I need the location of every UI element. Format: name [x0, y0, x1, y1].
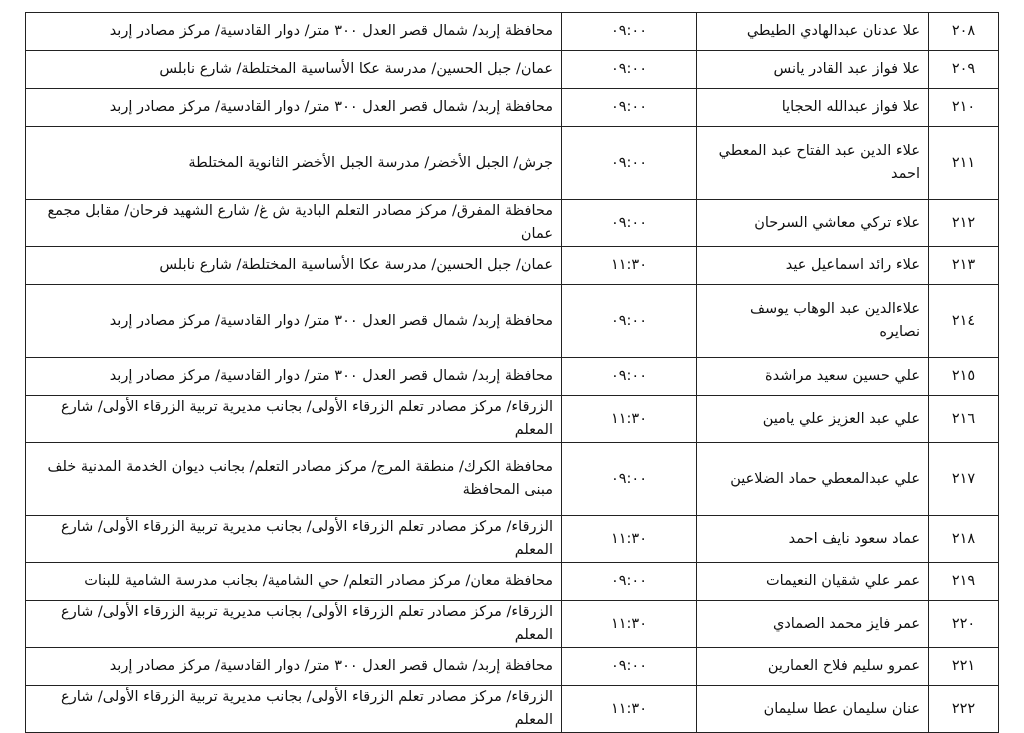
row-number: ٢١١: [929, 127, 999, 200]
exam-time: ٠٩:٠٠: [562, 127, 697, 200]
candidate-name: علاءالدين عبد الوهاب يوسف نصايره: [697, 285, 929, 358]
row-number: ٢١٢: [929, 200, 999, 247]
table-row: [26, 247, 999, 285]
exam-time: ٠٩:٠٠: [562, 200, 697, 247]
exam-location: الزرقاء/ مركز مصادر تعلم الزرقاء الأولى/ بجانب مديرية تربية الزرقاء الأولى/ شارع المعلم: [26, 601, 562, 648]
candidate-name: علا فواز عبد القادر يانس: [697, 51, 929, 89]
exam-location: جرش/ الجبل الأخضر/ مدرسة الجبل الأخضر الثانوية المختلطة: [26, 127, 562, 200]
table-row: [26, 89, 999, 127]
candidate-name: عمر فايز محمد الصمادي: [697, 601, 929, 648]
exam-location: الزرقاء/ مركز مصادر تعلم الزرقاء الأولى/ بجانب مديرية تربية الزرقاء الأولى/ شارع المعلم: [26, 396, 562, 443]
row-number: ٢٢١: [929, 648, 999, 686]
exam-location: عمان/ جبل الحسين/ مدرسة عكا الأساسية المختلطة/ شارع نابلس: [26, 247, 562, 285]
exam-location: محافظة إربد/ شمال قصر العدل ٣٠٠ متر/ دوار القادسية/ مركز مصادر إربد: [26, 13, 562, 51]
exam-time: ٠٩:٠٠: [562, 648, 697, 686]
candidate-name: علاء تركي معاشي السرحان: [697, 200, 929, 247]
row-number: ٢١٣: [929, 247, 999, 285]
exam-time: ٠٩:٠٠: [562, 443, 697, 516]
candidate-name: عماد سعود نايف احمد: [697, 516, 929, 563]
table-row: [26, 200, 999, 247]
candidate-name: علاء رائد اسماعيل عيد: [697, 247, 929, 285]
exam-location: محافظة إربد/ شمال قصر العدل ٣٠٠ متر/ دوار القادسية/ مركز مصادر إربد: [26, 89, 562, 127]
exam-time: ١١:٣٠: [562, 686, 697, 733]
exam-time: ١١:٣٠: [562, 247, 697, 285]
schedule-sheet: [25, 12, 999, 733]
row-number: ٢١٦: [929, 396, 999, 443]
exam-location: عمان/ جبل الحسين/ مدرسة عكا الأساسية المختلطة/ شارع نابلس: [26, 51, 562, 89]
exam-time: ٠٩:٠٠: [562, 285, 697, 358]
row-number: ٢١٩: [929, 563, 999, 601]
exam-location: محافظة إربد/ شمال قصر العدل ٣٠٠ متر/ دوار القادسية/ مركز مصادر إربد: [26, 285, 562, 358]
row-number: ٢٢٠: [929, 601, 999, 648]
exam-time: ٠٩:٠٠: [562, 563, 697, 601]
table-row: [26, 563, 999, 601]
row-number: ٢١٠: [929, 89, 999, 127]
exam-location: محافظة معان/ مركز مصادر التعلم/ حي الشامية/ بجانب مدرسة الشامية للبنات: [26, 563, 562, 601]
exam-location: محافظة إربد/ شمال قصر العدل ٣٠٠ متر/ دوار القادسية/ مركز مصادر إربد: [26, 358, 562, 396]
exam-location: الزرقاء/ مركز مصادر تعلم الزرقاء الأولى/ بجانب مديرية تربية الزرقاء الأولى/ شارع المعلم: [26, 516, 562, 563]
exam-time: ٠٩:٠٠: [562, 89, 697, 127]
table-row: [26, 127, 999, 200]
exam-time: ١١:٣٠: [562, 601, 697, 648]
row-number: ٢٠٩: [929, 51, 999, 89]
table-row: [26, 13, 999, 51]
candidate-name: علي عبدالمعطي حماد الضلاعين: [697, 443, 929, 516]
candidate-name: علا فواز عبدالله الحجايا: [697, 89, 929, 127]
table-row: [26, 285, 999, 358]
row-number: ٢١٥: [929, 358, 999, 396]
table-row: [26, 516, 999, 563]
candidate-name: علي حسين سعيد مراشدة: [697, 358, 929, 396]
exam-time: ١١:٣٠: [562, 396, 697, 443]
candidate-name: عمرو سليم فلاح العمارين: [697, 648, 929, 686]
schedule-body: [26, 13, 999, 733]
table-row: [26, 396, 999, 443]
table-row: [26, 601, 999, 648]
table-row: [26, 686, 999, 733]
table-row: [26, 648, 999, 686]
row-number: ٢٢٢: [929, 686, 999, 733]
row-number: ٢١٧: [929, 443, 999, 516]
row-number: ٢٠٨: [929, 13, 999, 51]
candidate-name: علاء الدين عبد الفتاح عبد المعطي احمد: [697, 127, 929, 200]
exam-location: الزرقاء/ مركز مصادر تعلم الزرقاء الأولى/ بجانب مديرية تربية الزرقاء الأولى/ شارع المعلم: [26, 686, 562, 733]
candidate-name: علا عدنان عبدالهادي الطيطي: [697, 13, 929, 51]
exam-time: ٠٩:٠٠: [562, 51, 697, 89]
table-row: [26, 51, 999, 89]
exam-location: محافظة إربد/ شمال قصر العدل ٣٠٠ متر/ دوار القادسية/ مركز مصادر إربد: [26, 648, 562, 686]
exam-location: محافظة المفرق/ مركز مصادر التعلم البادية ش غ/ شارع الشهيد فرحان/ مقابل مجمع عمان: [26, 200, 562, 247]
table-row: [26, 358, 999, 396]
exam-time: ١١:٣٠: [562, 516, 697, 563]
candidate-name: عنان سليمان عطا سليمان: [697, 686, 929, 733]
row-number: ٢١٤: [929, 285, 999, 358]
exam-location: محافظة الكرك/ منطقة المرج/ مركز مصادر التعلم/ بجانب ديوان الخدمة المدنية خلف مبنى المحافظة: [26, 443, 562, 516]
row-number: ٢١٨: [929, 516, 999, 563]
schedule-table: [25, 12, 999, 733]
candidate-name: عمر علي شقيان النعيمات: [697, 563, 929, 601]
table-row: [26, 443, 999, 516]
candidate-name: علي عبد العزيز علي يامين: [697, 396, 929, 443]
exam-time: ٠٩:٠٠: [562, 13, 697, 51]
exam-time: ٠٩:٠٠: [562, 358, 697, 396]
